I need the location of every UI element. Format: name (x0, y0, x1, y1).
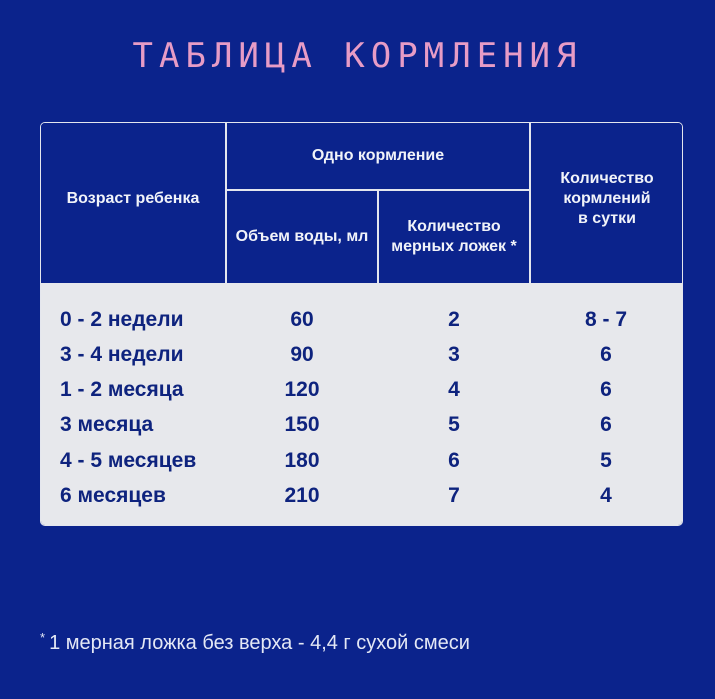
cell-age: 6 месяцев (60, 484, 166, 507)
cell-feedings: 6 (600, 378, 612, 401)
table-row (41, 478, 682, 513)
cell-spoons: 4 (448, 378, 460, 401)
header-age (41, 123, 225, 283)
cell-age: 3 месяца (60, 413, 154, 436)
cell-feedings: 5 (600, 449, 612, 472)
cell-feedings: 8 - 7 (584, 308, 628, 331)
table-row (41, 337, 682, 372)
feeding-table (40, 122, 683, 526)
header-water-volume (227, 191, 377, 283)
cell-age: 3 - 4 недели (60, 343, 184, 366)
table-header (41, 123, 682, 283)
cell-spoons: 5 (448, 413, 460, 436)
header-feedings-per-day (531, 123, 683, 283)
footnote (40, 624, 470, 657)
header-single-feeding (227, 123, 529, 189)
cell-feedings: 4 (600, 484, 612, 507)
cell-feedings: 6 (600, 413, 612, 436)
cell-spoons: 6 (448, 449, 460, 472)
footnote-text: 1 мерная ложка без верха - 4,4 г сухой смеси (49, 632, 470, 654)
cell-age: 1 - 2 месяца (60, 378, 184, 401)
table-row (41, 407, 682, 442)
table-row (41, 372, 682, 407)
cell-water: 120 (284, 378, 320, 401)
cell-spoons: 2 (448, 308, 460, 331)
cell-water: 60 (290, 308, 314, 331)
page-title: ТАБЛИЦА КОРМЛЕНИЯ (132, 36, 583, 76)
footnote-marker: * (40, 630, 46, 645)
cell-water: 210 (284, 484, 320, 507)
cell-water: 180 (284, 449, 320, 472)
header-spoons-line1: Количество (407, 218, 501, 235)
cell-water: 90 (290, 343, 314, 366)
header-feedings-line2: кормлений (563, 190, 651, 207)
cell-age: 0 - 2 недели (60, 308, 184, 331)
cell-water: 150 (284, 413, 320, 436)
table-row (41, 443, 682, 478)
header-single-feeding-label: Одно кормление (311, 147, 445, 164)
table-body (41, 283, 682, 526)
cell-spoons: 7 (448, 484, 460, 507)
header-feedings-line1: Количество (560, 170, 654, 187)
cell-age: 4 - 5 месяцев (60, 449, 197, 472)
header-feedings-line3: в сутки (578, 210, 636, 227)
table-row (41, 302, 682, 337)
header-spoons-line2: мерных ложек * (391, 238, 517, 255)
header-age-label: Возраст ребенка (66, 190, 200, 207)
cell-spoons: 3 (448, 343, 460, 366)
header-water-volume-label: Объем воды, мл (235, 228, 369, 245)
cell-feedings: 6 (600, 343, 612, 366)
header-spoons (379, 191, 529, 283)
